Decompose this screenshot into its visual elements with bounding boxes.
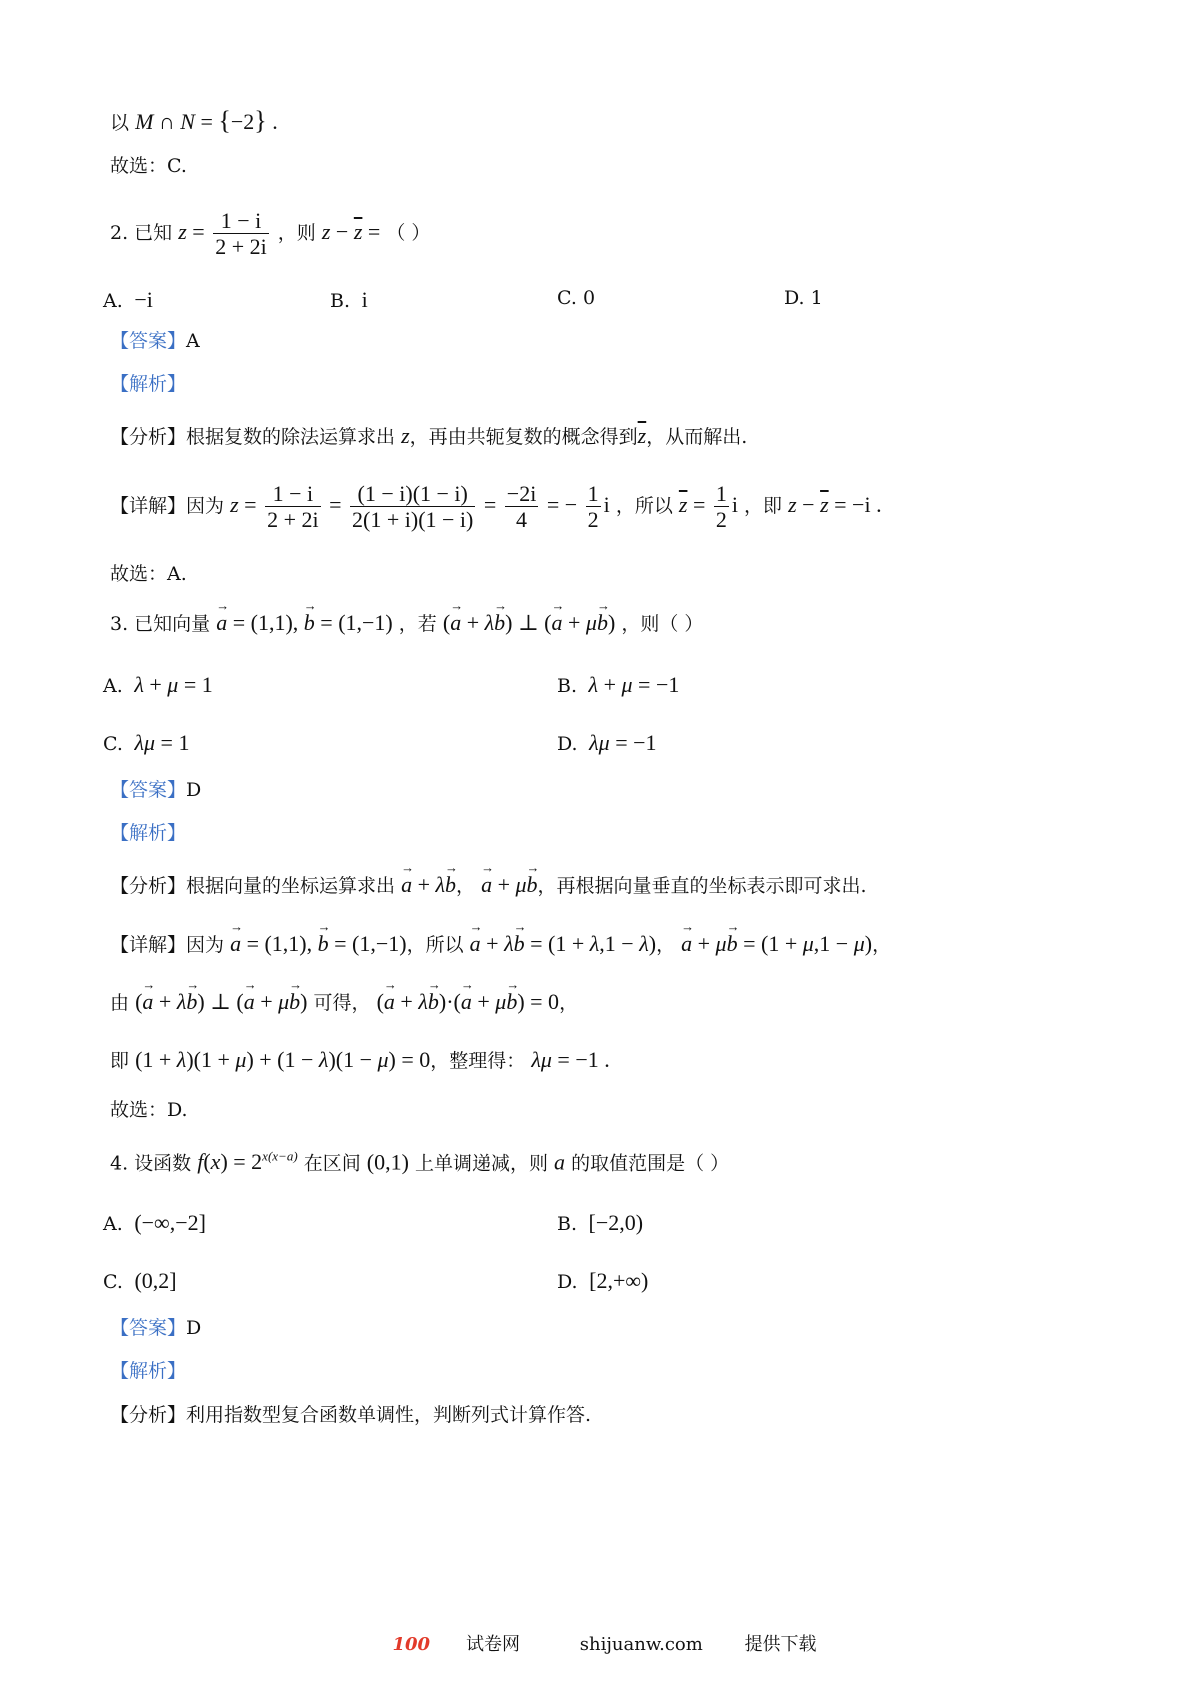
site-url[interactable]: shijuanw.com [579,1634,703,1655]
q4-analysis: 【分析】利用指数型复合函数单调性，判断列式计算作答. [110,1404,592,1426]
q2-jiexi-label: 【解析】 [110,373,187,395]
q4-answer: 【答案】D [110,1317,202,1339]
fraction: $\frac{1 - i}{2 + 2i}$ [215,208,267,260]
text-prefix: 以 [110,112,130,134]
q3-option-a: A. λ + μ = 1 [103,672,213,697]
download-note: 提供下载 [744,1634,817,1655]
q3-detail-3: 即 (1 + λ)(1 + μ) + (1 − λ)(1 − μ) = 0，整理得： λμ = −1 . [110,1047,610,1072]
q2-option-b: B. i [330,287,368,312]
q2-then: ，则 [277,221,316,244]
q3-detail-1: 【详解】因为 → a = (1,1), → b = (1,−1)，所以 → a + λ→ b = (1 + λ,1 − λ)， → a + μ→ b = (1 + μ,1 − μ)， [110,933,891,955]
choice-conclusion-c: 故选：C. [110,155,187,177]
q3-detail-2: 由 (→ a + λ→ b) ⊥ (→ a + μ→ b) 可得， (→ a + λ→ b)·(→ a + μ→ b) = 0， [110,991,578,1013]
q2-option-c: C. 0 [557,287,596,309]
q3-analysis: 【分析】根据向量的坐标运算求出 → a + λ→ b， → a + μ→ b，再根据向量垂直的坐标表示即可求出. [110,874,867,896]
site-brand: 100 试卷网 [392,1634,521,1655]
q4-option-b: B. [−2,0) [557,1210,644,1235]
q4-jiexi-label: 【解析】 [110,1360,187,1382]
q3-answer: 【答案】D [110,779,202,801]
q2-answer: 【答案】A [110,330,200,352]
q2-option-d: D. 1 [784,287,823,309]
logo-100: 100 [392,1634,431,1655]
q4-option-a: A. (−∞,−2] [103,1210,206,1235]
q3-option-c: C. λμ = 1 [103,730,190,755]
q3-option-b: B. λ + μ = −1 [557,672,680,697]
q2-blank: （ ） [386,221,431,244]
choice-conclusion-d: 故选：D. [110,1099,188,1121]
question-3: 3. 已知向量 → a = (1,1), → b = (1,−1) ，若 (→ a + λ→ b) ⊥ (→ a + μ→ b) ，则（ ） [110,612,703,634]
q2-analysis: 【分析】根据复数的除法运算求出 z，再由共轭复数的概念得到$\overline{z}$，从而解出. [110,423,748,448]
q2-option-a: A. −i [103,287,153,312]
answer-label: 【答案】 [110,330,187,352]
line-intersection: 以 M ∩ N = {−2} . [110,106,278,135]
question-4: 4. 设函数 $f(x) = 2^{x(x-a)}$ 在区间 (0,1) 上单调递减，则 a 的取值范围是（ ） [110,1149,730,1175]
q3-option-d: D. λμ = −1 [557,730,657,755]
question-2: 2. 已知 z = $\frac{1 - i}{2 + 2i}$ ，则 $z - \overline{z}$ = （ ） [110,208,431,260]
choice-conclusion-a: 故选：A. [110,563,187,585]
q2-stem: 2. 已知 [110,221,173,244]
page-footer [0,1630,1191,1656]
q4-option-c: C. (0,2] [103,1268,177,1293]
q4-option-d: D. [2,+∞) [557,1268,649,1293]
q3-jiexi-label: 【解析】 [110,822,187,844]
q2-detail: 【详解】因为 z = $\frac{1 - i}{2 + 2i}$ = $\frac{(1 - i)(1 - i)}{2(1 + i)(1 - i)}$ = $\frac{-2i}{4}$ = − $\frac{1}{2}$ i ，所以 $\overline{z}$ = $\frac{1}{2}$ i ，即 $z - \overline{z} = -i$ . [110,481,882,533]
